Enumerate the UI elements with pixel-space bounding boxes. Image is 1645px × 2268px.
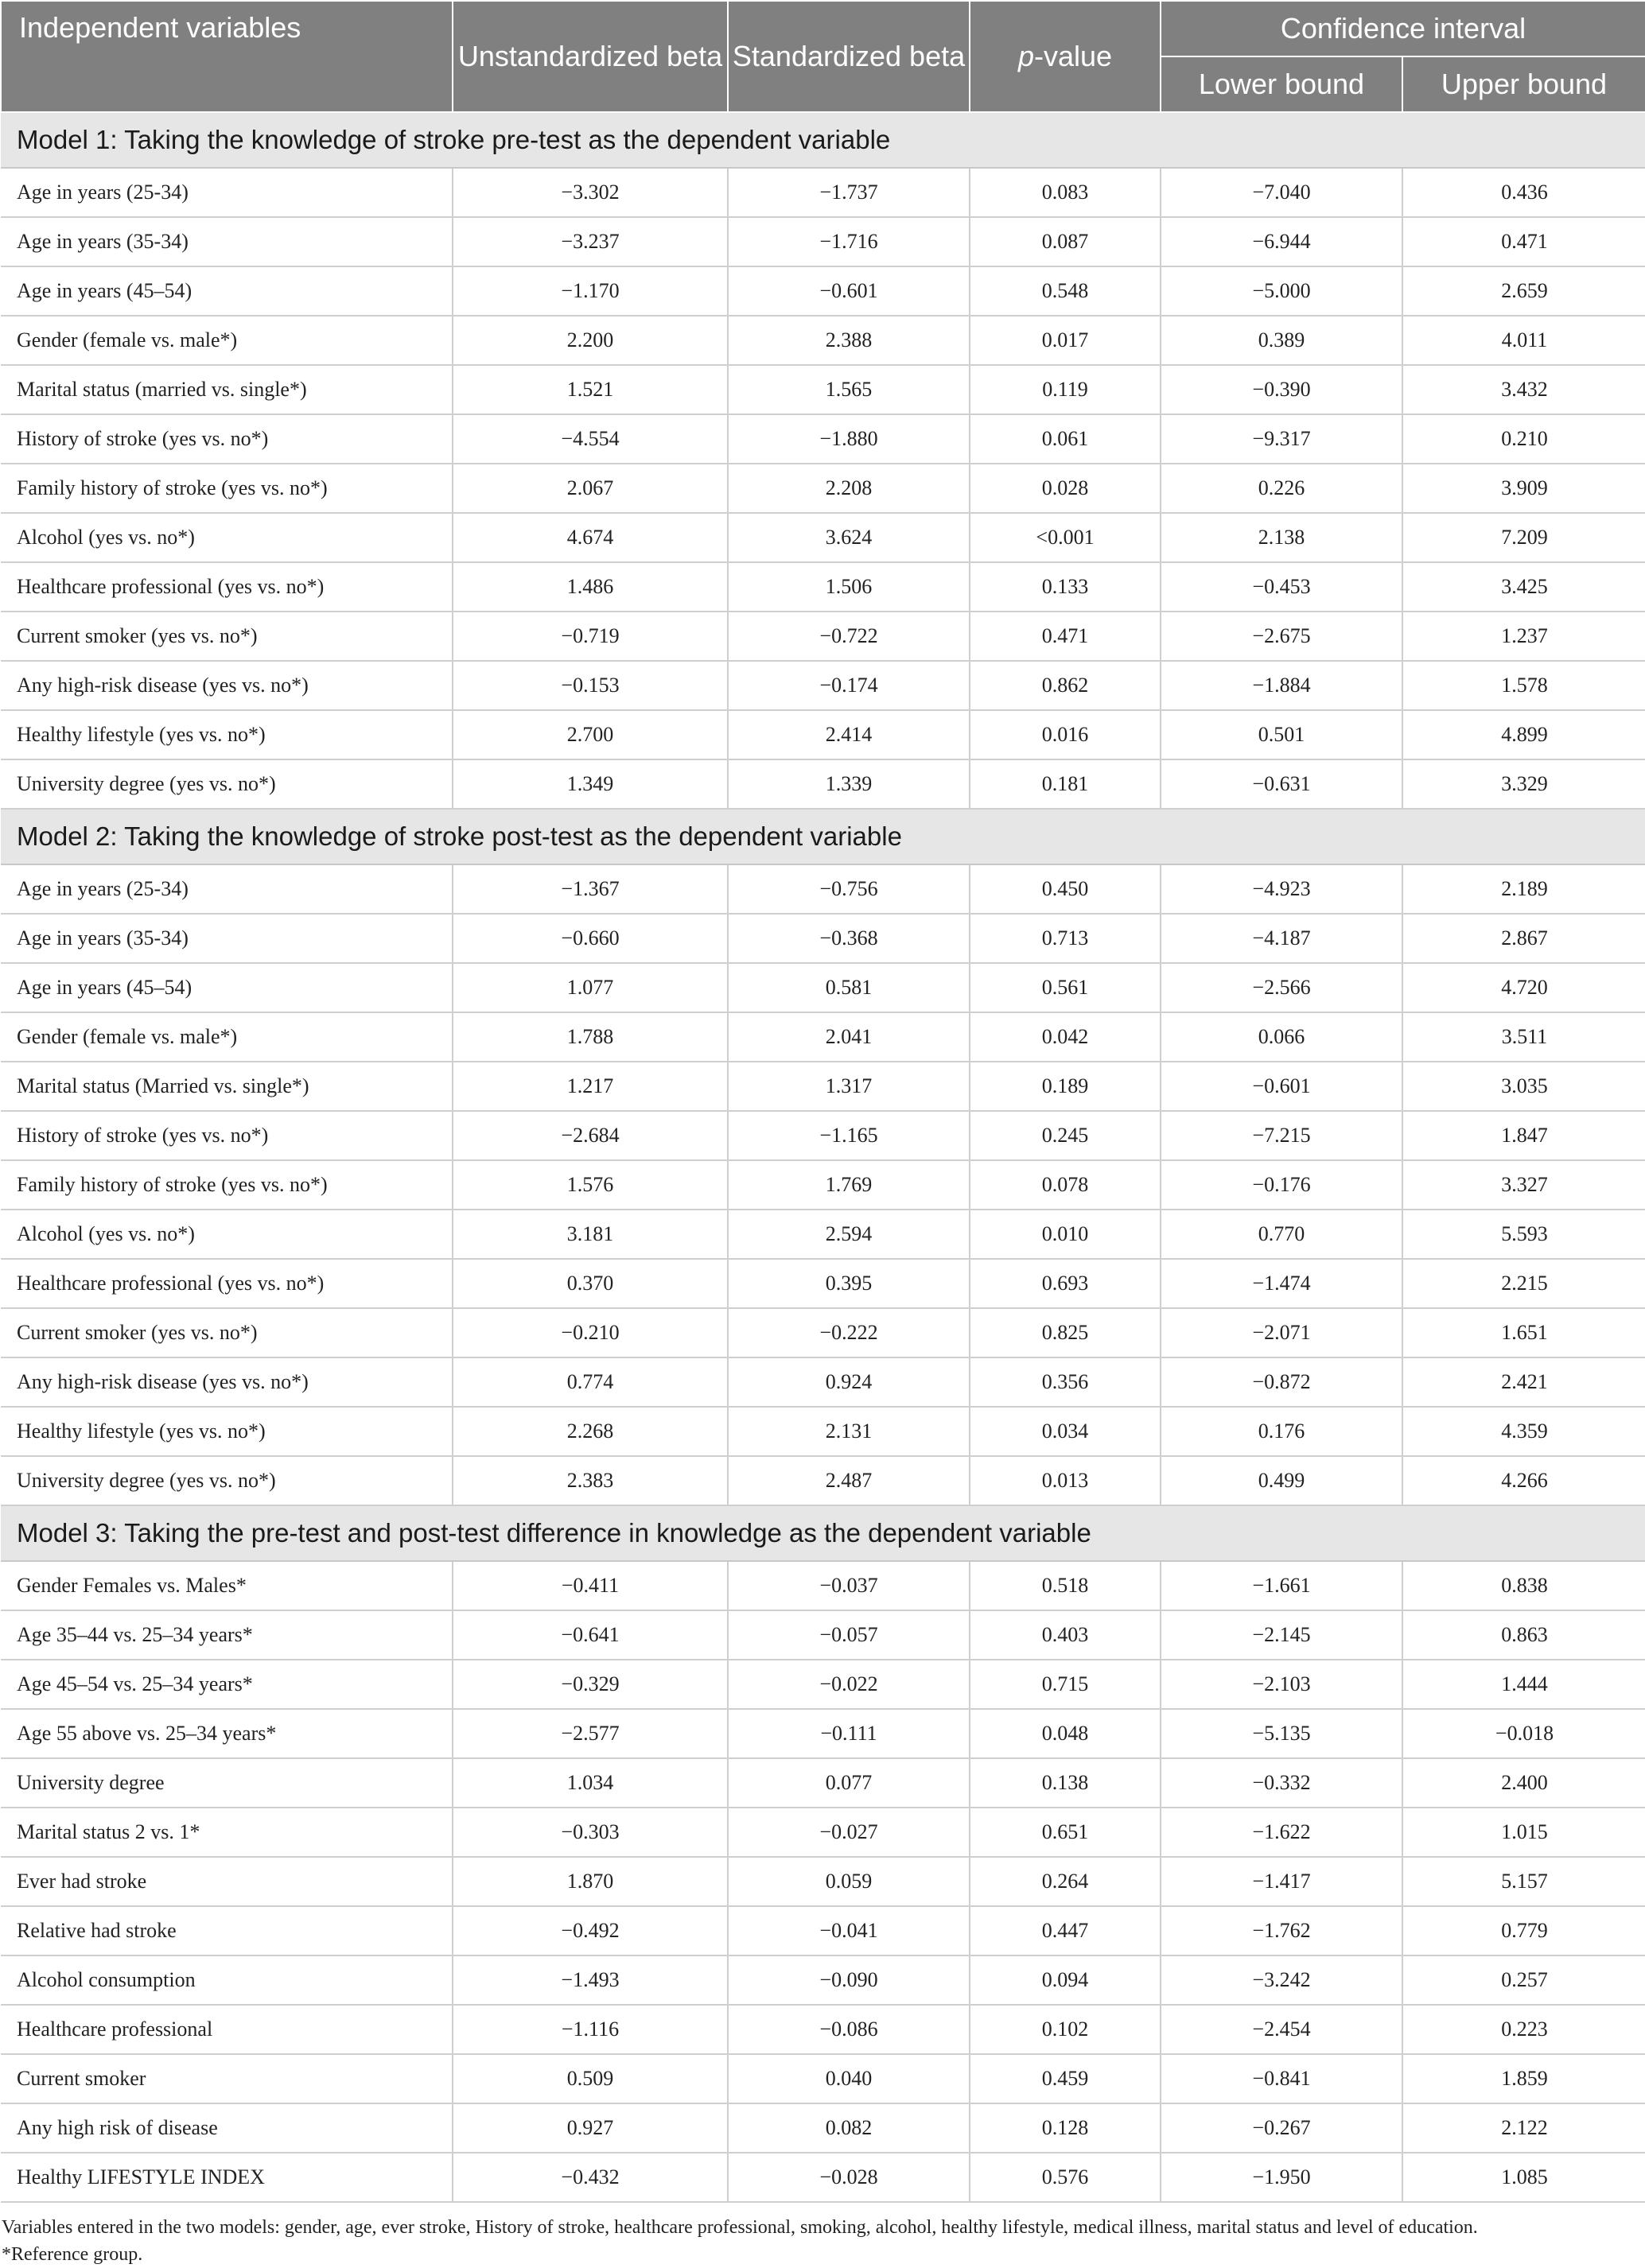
p-value-cell: 0.189: [970, 1062, 1161, 1111]
lower-bound-cell: 0.176: [1161, 1407, 1402, 1456]
p-value-cell: 0.078: [970, 1160, 1161, 1210]
table-row: [1, 1456, 1645, 1505]
table-row: [1, 1210, 1645, 1259]
p-value-cell: 0.715: [970, 1660, 1161, 1709]
unstandardized-beta-cell: 2.700: [453, 710, 728, 759]
variable-cell: Age in years (45–54): [1, 266, 453, 316]
table-row: [1, 759, 1645, 809]
variable-cell: Any high-risk disease (yes vs. no*): [1, 661, 453, 710]
p-value-cell: 0.133: [970, 562, 1161, 612]
lower-bound-cell: −2.071: [1161, 1308, 1402, 1357]
table-row: [1, 1111, 1645, 1160]
unstandardized-beta-cell: 1.870: [453, 1857, 728, 1906]
lower-bound-cell: 0.066: [1161, 1012, 1402, 1062]
table-body: [1, 112, 1645, 2202]
table-row: [1, 266, 1645, 316]
upper-bound-cell: 2.421: [1402, 1357, 1645, 1407]
lower-bound-cell: 0.226: [1161, 464, 1402, 513]
p-value-cell: <0.001: [970, 513, 1161, 562]
header-p-value: [970, 1, 1161, 112]
model-title: Model 1: Taking the knowledge of stroke pre-test as the dependent variable: [1, 112, 1645, 168]
upper-bound-cell: 5.157: [1402, 1857, 1645, 1906]
upper-bound-cell: 2.122: [1402, 2103, 1645, 2153]
p-value-cell: 0.459: [970, 2054, 1161, 2103]
standardized-beta-cell: 1.339: [728, 759, 970, 809]
standardized-beta-cell: −0.111: [728, 1709, 970, 1758]
unstandardized-beta-cell: 1.576: [453, 1160, 728, 1210]
variable-cell: Age 45–54 vs. 25–34 years*: [1, 1660, 453, 1709]
lower-bound-cell: −0.390: [1161, 365, 1402, 414]
table-row: [1, 914, 1645, 963]
variable-cell: Ever had stroke: [1, 1857, 453, 1906]
table-row: [1, 1660, 1645, 1709]
upper-bound-cell: 2.867: [1402, 914, 1645, 963]
p-value-cell: 0.010: [970, 1210, 1161, 1259]
standardized-beta-cell: −0.028: [728, 2153, 970, 2202]
variable-cell: Relative had stroke: [1, 1906, 453, 1955]
unstandardized-beta-cell: 3.181: [453, 1210, 728, 1259]
variable-cell: Healthcare professional (yes vs. no*): [1, 562, 453, 612]
header-p-italic: p: [1017, 40, 1034, 72]
standardized-beta-cell: −1.880: [728, 414, 970, 464]
lower-bound-cell: 0.389: [1161, 316, 1402, 365]
variable-cell: Gender Females vs. Males*: [1, 1561, 453, 1610]
upper-bound-cell: 1.015: [1402, 1808, 1645, 1857]
variable-cell: Healthcare professional: [1, 2005, 453, 2054]
unstandardized-beta-cell: −0.411: [453, 1561, 728, 1610]
unstandardized-beta-cell: −3.237: [453, 217, 728, 266]
variable-cell: Alcohol consumption: [1, 1955, 453, 2005]
p-value-cell: 0.693: [970, 1259, 1161, 1308]
lower-bound-cell: 0.501: [1161, 710, 1402, 759]
variable-cell: Age in years (45–54): [1, 963, 453, 1012]
footnotes: [0, 2203, 1645, 2268]
upper-bound-cell: 5.593: [1402, 1210, 1645, 1259]
standardized-beta-cell: 0.040: [728, 2054, 970, 2103]
variable-cell: Family history of stroke (yes vs. no*): [1, 1160, 453, 1210]
lower-bound-cell: −1.884: [1161, 661, 1402, 710]
upper-bound-cell: 1.085: [1402, 2153, 1645, 2202]
lower-bound-cell: −2.566: [1161, 963, 1402, 1012]
p-value-cell: 0.119: [970, 365, 1161, 414]
unstandardized-beta-cell: −0.329: [453, 1660, 728, 1709]
upper-bound-cell: 3.432: [1402, 365, 1645, 414]
variable-cell: Current smoker (yes vs. no*): [1, 1308, 453, 1357]
variable-cell: History of stroke (yes vs. no*): [1, 1111, 453, 1160]
upper-bound-cell: 3.327: [1402, 1160, 1645, 1210]
table-row: [1, 2103, 1645, 2153]
unstandardized-beta-cell: 1.521: [453, 365, 728, 414]
header-lower-bound: Lower bound: [1161, 56, 1402, 112]
variable-cell: Healthy lifestyle (yes vs. no*): [1, 710, 453, 759]
unstandardized-beta-cell: 2.268: [453, 1407, 728, 1456]
lower-bound-cell: −0.601: [1161, 1062, 1402, 1111]
unstandardized-beta-cell: 0.370: [453, 1259, 728, 1308]
upper-bound-cell: 1.651: [1402, 1308, 1645, 1357]
standardized-beta-cell: 1.317: [728, 1062, 970, 1111]
standardized-beta-cell: −0.222: [728, 1308, 970, 1357]
standardized-beta-cell: 1.769: [728, 1160, 970, 1210]
variable-cell: Healthy LIFESTYLE INDEX: [1, 2153, 453, 2202]
p-value-cell: 0.094: [970, 1955, 1161, 2005]
header-confidence-interval: Confidence interval: [1161, 1, 1645, 56]
upper-bound-cell: 3.511: [1402, 1012, 1645, 1062]
lower-bound-cell: −1.417: [1161, 1857, 1402, 1906]
table-row: [1, 1062, 1645, 1111]
table-header: [1, 1, 1645, 112]
upper-bound-cell: 0.257: [1402, 1955, 1645, 2005]
standardized-beta-cell: −0.756: [728, 864, 970, 914]
unstandardized-beta-cell: 0.774: [453, 1357, 728, 1407]
lower-bound-cell: −5.135: [1161, 1709, 1402, 1758]
table-row: [1, 1259, 1645, 1308]
table-row: [1, 2005, 1645, 2054]
unstandardized-beta-cell: −0.660: [453, 914, 728, 963]
variable-cell: Gender (female vs. male*): [1, 316, 453, 365]
lower-bound-cell: 0.499: [1161, 1456, 1402, 1505]
standardized-beta-cell: −0.368: [728, 914, 970, 963]
upper-bound-cell: 1.444: [1402, 1660, 1645, 1709]
model-title: Model 2: Taking the knowledge of stroke post-test as the dependent variable: [1, 809, 1645, 864]
unstandardized-beta-cell: 1.486: [453, 562, 728, 612]
upper-bound-cell: −0.018: [1402, 1709, 1645, 1758]
table-row: [1, 316, 1645, 365]
upper-bound-cell: 3.909: [1402, 464, 1645, 513]
variable-cell: Gender (female vs. male*): [1, 1012, 453, 1062]
table-row: [1, 864, 1645, 914]
unstandardized-beta-cell: −1.116: [453, 2005, 728, 2054]
unstandardized-beta-cell: 2.383: [453, 1456, 728, 1505]
lower-bound-cell: −7.040: [1161, 168, 1402, 217]
table-row: [1, 1808, 1645, 1857]
p-value-cell: 0.034: [970, 1407, 1161, 1456]
upper-bound-cell: 0.863: [1402, 1610, 1645, 1660]
standardized-beta-cell: −0.090: [728, 1955, 970, 2005]
unstandardized-beta-cell: −0.432: [453, 2153, 728, 2202]
upper-bound-cell: 3.329: [1402, 759, 1645, 809]
variable-cell: Current smoker: [1, 2054, 453, 2103]
lower-bound-cell: −4.923: [1161, 864, 1402, 914]
p-value-cell: 0.087: [970, 217, 1161, 266]
unstandardized-beta-cell: 4.674: [453, 513, 728, 562]
standardized-beta-cell: 0.082: [728, 2103, 970, 2153]
p-value-cell: 0.713: [970, 914, 1161, 963]
p-value-cell: 0.138: [970, 1758, 1161, 1808]
p-value-cell: 0.561: [970, 963, 1161, 1012]
lower-bound-cell: −4.187: [1161, 914, 1402, 963]
lower-bound-cell: −0.872: [1161, 1357, 1402, 1407]
standardized-beta-cell: 2.487: [728, 1456, 970, 1505]
upper-bound-cell: 4.266: [1402, 1456, 1645, 1505]
upper-bound-cell: 0.436: [1402, 168, 1645, 217]
variable-cell: Marital status (Married vs. single*): [1, 1062, 453, 1111]
p-value-cell: 0.548: [970, 266, 1161, 316]
variable-cell: Age in years (35-34): [1, 217, 453, 266]
upper-bound-cell: 7.209: [1402, 513, 1645, 562]
p-value-cell: 0.264: [970, 1857, 1161, 1906]
variable-cell: Any high-risk disease (yes vs. no*): [1, 1357, 453, 1407]
unstandardized-beta-cell: 2.067: [453, 464, 728, 513]
table-row: [1, 1955, 1645, 2005]
unstandardized-beta-cell: −1.493: [453, 1955, 728, 2005]
upper-bound-cell: 2.659: [1402, 266, 1645, 316]
unstandardized-beta-cell: −0.303: [453, 1808, 728, 1857]
unstandardized-beta-cell: 1.788: [453, 1012, 728, 1062]
lower-bound-cell: −0.841: [1161, 2054, 1402, 2103]
header-upper-bound: Upper bound: [1402, 56, 1645, 112]
variable-cell: Age in years (25-34): [1, 864, 453, 914]
unstandardized-beta-cell: −0.492: [453, 1906, 728, 1955]
upper-bound-cell: 3.035: [1402, 1062, 1645, 1111]
lower-bound-cell: −6.944: [1161, 217, 1402, 266]
lower-bound-cell: −2.103: [1161, 1660, 1402, 1709]
unstandardized-beta-cell: −4.554: [453, 414, 728, 464]
standardized-beta-cell: −0.041: [728, 1906, 970, 1955]
table-row: [1, 1561, 1645, 1610]
variable-cell: Alcohol (yes vs. no*): [1, 513, 453, 562]
p-value-cell: 0.471: [970, 612, 1161, 661]
upper-bound-cell: 2.400: [1402, 1758, 1645, 1808]
p-value-cell: 0.403: [970, 1610, 1161, 1660]
unstandardized-beta-cell: −1.367: [453, 864, 728, 914]
variables-note: Variables entered in the two models: gender, age, ever stroke, History of stroke, healthcare professional, smoking, alcohol, healthy lifestyle, medical illness, marital status and level of education.: [2, 2217, 1478, 2238]
model-section-row: [1, 1505, 1645, 1561]
table-row: [1, 1709, 1645, 1758]
lower-bound-cell: −0.332: [1161, 1758, 1402, 1808]
table-row: [1, 612, 1645, 661]
table-row: [1, 513, 1645, 562]
unstandardized-beta-cell: −0.153: [453, 661, 728, 710]
unstandardized-beta-cell: 1.034: [453, 1758, 728, 1808]
standardized-beta-cell: 0.924: [728, 1357, 970, 1407]
standardized-beta-cell: 1.506: [728, 562, 970, 612]
variable-cell: University degree (yes vs. no*): [1, 1456, 453, 1505]
unstandardized-beta-cell: 1.349: [453, 759, 728, 809]
table-row: [1, 2054, 1645, 2103]
lower-bound-cell: −0.631: [1161, 759, 1402, 809]
table-row: [1, 1160, 1645, 1210]
table-row: [1, 414, 1645, 464]
table-row: [1, 1308, 1645, 1357]
lower-bound-cell: −3.242: [1161, 1955, 1402, 2005]
model-title: Model 3: Taking the pre-test and post-test difference in knowledge as the dependent variable: [1, 1505, 1645, 1561]
p-value-cell: 0.128: [970, 2103, 1161, 2153]
lower-bound-cell: 2.138: [1161, 513, 1402, 562]
p-value-cell: 0.356: [970, 1357, 1161, 1407]
p-value-cell: 0.042: [970, 1012, 1161, 1062]
lower-bound-cell: −2.675: [1161, 612, 1402, 661]
standardized-beta-cell: −1.165: [728, 1111, 970, 1160]
standardized-beta-cell: 2.414: [728, 710, 970, 759]
variable-cell: University degree (yes vs. no*): [1, 759, 453, 809]
p-value-cell: 0.862: [970, 661, 1161, 710]
unstandardized-beta-cell: 2.200: [453, 316, 728, 365]
p-value-cell: 0.825: [970, 1308, 1161, 1357]
variable-cell: Age in years (25-34): [1, 168, 453, 217]
unstandardized-beta-cell: 1.077: [453, 963, 728, 1012]
p-value-cell: 0.651: [970, 1808, 1161, 1857]
unstandardized-beta-cell: −1.170: [453, 266, 728, 316]
standardized-beta-cell: −0.086: [728, 2005, 970, 2054]
variable-cell: Marital status 2 vs. 1*: [1, 1808, 453, 1857]
table-row: [1, 168, 1645, 217]
p-value-cell: 0.447: [970, 1906, 1161, 1955]
upper-bound-cell: 0.223: [1402, 2005, 1645, 2054]
table-row: [1, 710, 1645, 759]
variable-cell: History of stroke (yes vs. no*): [1, 414, 453, 464]
model-section-row: [1, 809, 1645, 864]
p-value-cell: 0.518: [970, 1561, 1161, 1610]
standardized-beta-cell: −0.022: [728, 1660, 970, 1709]
standardized-beta-cell: −0.601: [728, 266, 970, 316]
standardized-beta-cell: 0.581: [728, 963, 970, 1012]
header-independent-variables: Independent variables: [1, 1, 453, 112]
model-section-row: [1, 112, 1645, 168]
table-row: [1, 1857, 1645, 1906]
lower-bound-cell: −2.454: [1161, 2005, 1402, 2054]
upper-bound-cell: 2.215: [1402, 1259, 1645, 1308]
unstandardized-beta-cell: −2.684: [453, 1111, 728, 1160]
variable-cell: Age 55 above vs. 25–34 years*: [1, 1709, 453, 1758]
p-value-cell: 0.181: [970, 759, 1161, 809]
standardized-beta-cell: 3.624: [728, 513, 970, 562]
lower-bound-cell: −2.145: [1161, 1610, 1402, 1660]
table-row: [1, 562, 1645, 612]
upper-bound-cell: 0.779: [1402, 1906, 1645, 1955]
table-row: [1, 1610, 1645, 1660]
variable-cell: Healthy lifestyle (yes vs. no*): [1, 1407, 453, 1456]
table-row: [1, 1407, 1645, 1456]
p-value-cell: 0.016: [970, 710, 1161, 759]
standardized-beta-cell: −1.737: [728, 168, 970, 217]
variable-cell: Age in years (35-34): [1, 914, 453, 963]
p-value-cell: 0.028: [970, 464, 1161, 513]
p-value-cell: 0.450: [970, 864, 1161, 914]
standardized-beta-cell: −0.174: [728, 661, 970, 710]
standardized-beta-cell: −0.722: [728, 612, 970, 661]
lower-bound-cell: −1.661: [1161, 1561, 1402, 1610]
table-row: [1, 963, 1645, 1012]
variable-cell: Current smoker (yes vs. no*): [1, 612, 453, 661]
table-row: [1, 661, 1645, 710]
lower-bound-cell: −1.474: [1161, 1259, 1402, 1308]
lower-bound-cell: −0.267: [1161, 2103, 1402, 2153]
header-p-rest: -value: [1033, 40, 1113, 72]
variable-cell: Family history of stroke (yes vs. no*): [1, 464, 453, 513]
upper-bound-cell: 0.838: [1402, 1561, 1645, 1610]
table-row: [1, 365, 1645, 414]
variable-cell: Age 35–44 vs. 25–34 years*: [1, 1610, 453, 1660]
unstandardized-beta-cell: 1.217: [453, 1062, 728, 1111]
unstandardized-beta-cell: −0.719: [453, 612, 728, 661]
lower-bound-cell: −1.622: [1161, 1808, 1402, 1857]
p-value-cell: 0.048: [970, 1709, 1161, 1758]
standardized-beta-cell: 0.059: [728, 1857, 970, 1906]
standardized-beta-cell: 2.388: [728, 316, 970, 365]
table-row: [1, 1357, 1645, 1407]
standardized-beta-cell: −0.027: [728, 1808, 970, 1857]
lower-bound-cell: −1.950: [1161, 2153, 1402, 2202]
unstandardized-beta-cell: −0.210: [453, 1308, 728, 1357]
standardized-beta-cell: 2.594: [728, 1210, 970, 1259]
upper-bound-cell: 0.210: [1402, 414, 1645, 464]
upper-bound-cell: 4.899: [1402, 710, 1645, 759]
upper-bound-cell: 2.189: [1402, 864, 1645, 914]
upper-bound-cell: 3.425: [1402, 562, 1645, 612]
standardized-beta-cell: 2.208: [728, 464, 970, 513]
lower-bound-cell: −1.762: [1161, 1906, 1402, 1955]
reference-note: *Reference group.: [2, 2244, 143, 2265]
table-row: [1, 2153, 1645, 2202]
standardized-beta-cell: −0.057: [728, 1610, 970, 1660]
standardized-beta-cell: 1.565: [728, 365, 970, 414]
standardized-beta-cell: −0.037: [728, 1561, 970, 1610]
p-value-cell: 0.245: [970, 1111, 1161, 1160]
variable-cell: Any high risk of disease: [1, 2103, 453, 2153]
upper-bound-cell: 1.237: [1402, 612, 1645, 661]
p-value-cell: 0.017: [970, 316, 1161, 365]
lower-bound-cell: −0.453: [1161, 562, 1402, 612]
standardized-beta-cell: 2.131: [728, 1407, 970, 1456]
header-standardized-beta: Standardized beta: [728, 1, 970, 112]
upper-bound-cell: 4.720: [1402, 963, 1645, 1012]
lower-bound-cell: 0.770: [1161, 1210, 1402, 1259]
variable-cell: Healthcare professional (yes vs. no*): [1, 1259, 453, 1308]
unstandardized-beta-cell: −3.302: [453, 168, 728, 217]
upper-bound-cell: 1.859: [1402, 2054, 1645, 2103]
p-value-cell: 0.083: [970, 168, 1161, 217]
p-value-cell: 0.013: [970, 1456, 1161, 1505]
unstandardized-beta-cell: 0.509: [453, 2054, 728, 2103]
variable-cell: Alcohol (yes vs. no*): [1, 1210, 453, 1259]
p-value-cell: 0.576: [970, 2153, 1161, 2202]
lower-bound-cell: −7.215: [1161, 1111, 1402, 1160]
standardized-beta-cell: 0.395: [728, 1259, 970, 1308]
upper-bound-cell: 1.847: [1402, 1111, 1645, 1160]
upper-bound-cell: 4.011: [1402, 316, 1645, 365]
variable-cell: Marital status (married vs. single*): [1, 365, 453, 414]
table-row: [1, 217, 1645, 266]
standardized-beta-cell: 0.077: [728, 1758, 970, 1808]
lower-bound-cell: −9.317: [1161, 414, 1402, 464]
upper-bound-cell: 4.359: [1402, 1407, 1645, 1456]
standardized-beta-cell: −1.716: [728, 217, 970, 266]
unstandardized-beta-cell: 0.927: [453, 2103, 728, 2153]
standardized-beta-cell: 2.041: [728, 1012, 970, 1062]
unstandardized-beta-cell: −0.641: [453, 1610, 728, 1660]
variable-cell: University degree: [1, 1758, 453, 1808]
table-row: [1, 464, 1645, 513]
table-row: [1, 1758, 1645, 1808]
upper-bound-cell: 0.471: [1402, 217, 1645, 266]
table-row: [1, 1012, 1645, 1062]
lower-bound-cell: −5.000: [1161, 266, 1402, 316]
table-row: [1, 1906, 1645, 1955]
unstandardized-beta-cell: −2.577: [453, 1709, 728, 1758]
p-value-cell: 0.102: [970, 2005, 1161, 2054]
header-unstandardized-beta: Unstandardized beta: [453, 1, 728, 112]
lower-bound-cell: −0.176: [1161, 1160, 1402, 1210]
upper-bound-cell: 1.578: [1402, 661, 1645, 710]
p-value-cell: 0.061: [970, 414, 1161, 464]
